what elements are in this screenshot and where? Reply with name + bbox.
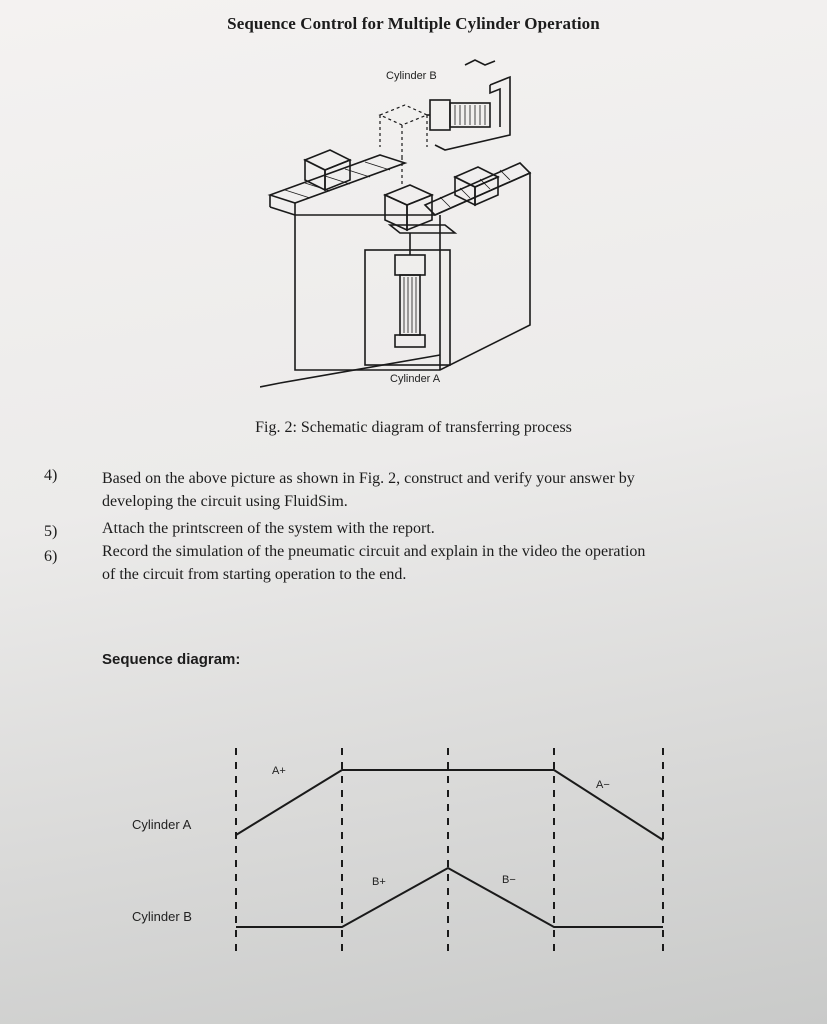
cylinder-b-head	[430, 100, 450, 130]
sequence-row-cylinder-b: Cylinder B	[132, 909, 192, 924]
question-6	[102, 540, 762, 586]
question-number-4: 4)	[44, 467, 58, 484]
right-box	[455, 167, 498, 187]
question-6-line-2: of the circuit from starting operation to the end.	[102, 566, 407, 583]
question-number-6: 6)	[44, 548, 58, 565]
question-5-line-1: Attach the printscreen of the system with the report.	[102, 520, 435, 537]
step-b-plus: B+	[372, 876, 386, 888]
left-box	[305, 150, 350, 170]
figure-caption: Fig. 2: Schematic diagram of transferring process	[255, 419, 572, 436]
cylinder-a-head	[395, 255, 425, 275]
page-title: Sequence Control for Multiple Cylinder Operation	[227, 14, 600, 33]
transfer-schematic	[260, 55, 560, 395]
question-4	[102, 467, 762, 513]
sequence-diagram	[0, 740, 827, 965]
cylinder-b-bracket	[435, 77, 510, 150]
step-b-minus: B−	[502, 874, 516, 886]
cylinder-a-barrel	[400, 275, 420, 335]
question-4-line-1: Based on the above picture as shown in Fig. 2, construct and verify your answer by	[102, 470, 635, 487]
cylinder-b-label: Cylinder B	[386, 70, 437, 82]
sequence-row-cylinder-a: Cylinder A	[132, 817, 192, 832]
cylinder-b-trace	[236, 868, 663, 927]
question-5	[102, 517, 762, 540]
step-a-plus: A+	[272, 765, 286, 777]
cylinder-a-label: Cylinder A	[390, 373, 441, 385]
step-a-minus: A−	[596, 779, 610, 791]
right-conveyor	[425, 163, 530, 215]
question-4-line-2: developing the circuit using FluidSim.	[102, 493, 348, 510]
question-number-5: 5)	[44, 523, 58, 540]
question-6-line-1: Record the simulation of the pneumatic circuit and explain in the video the operation	[102, 543, 646, 560]
sequence-heading: Sequence diagram:	[102, 651, 241, 668]
